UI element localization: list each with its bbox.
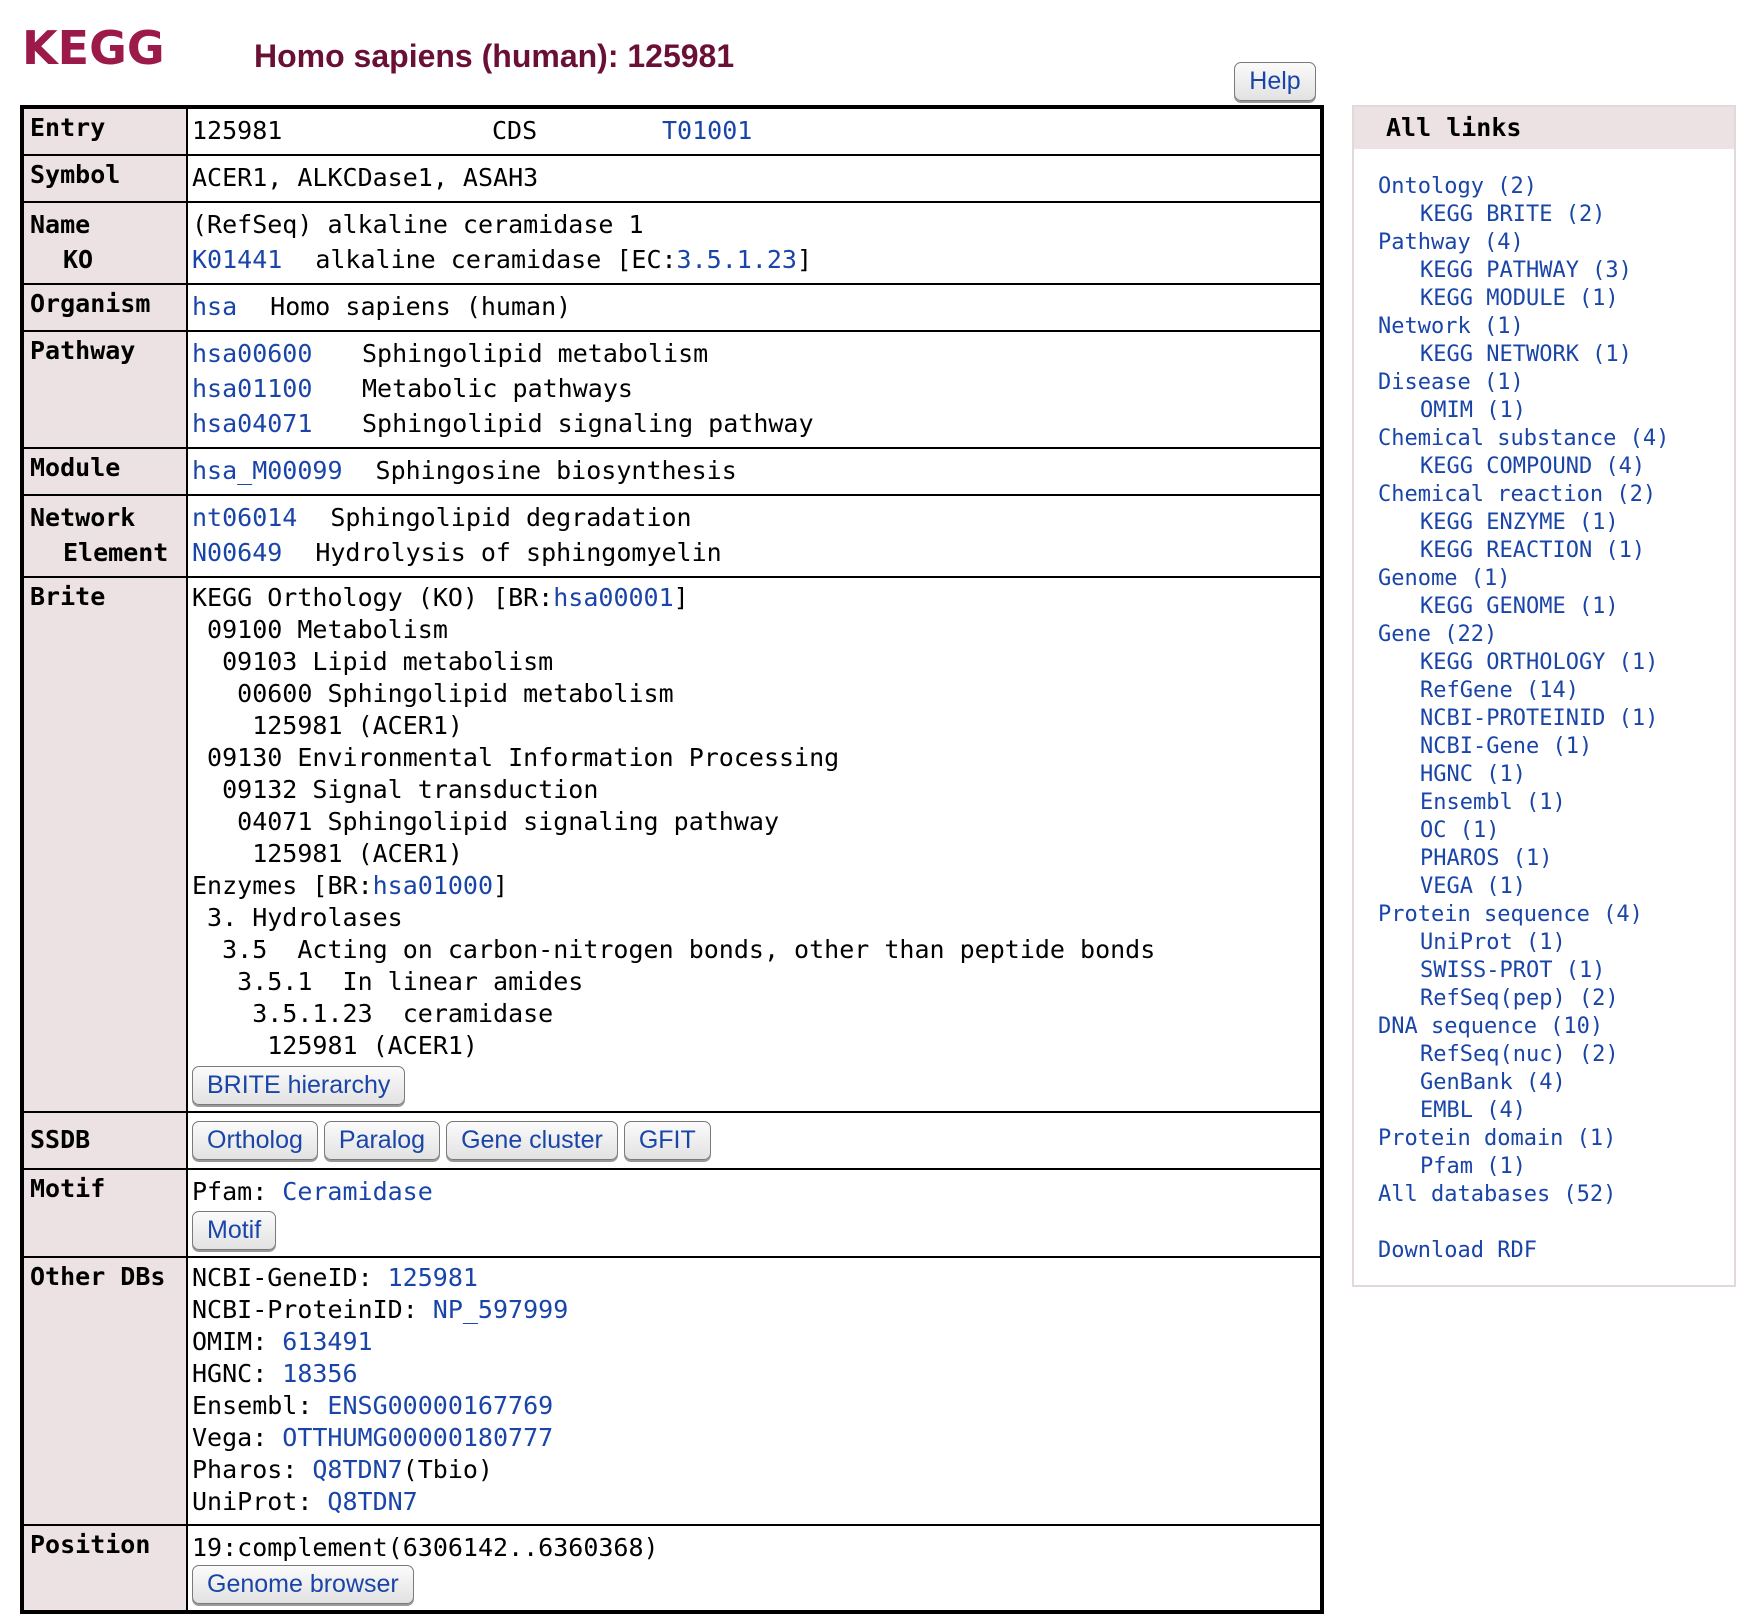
pathway-name: Sphingolipid signaling pathway — [362, 409, 814, 438]
sidebar-item — [1378, 313, 1734, 341]
sidebar-item — [1378, 873, 1734, 901]
all-links-panel — [1352, 105, 1736, 1287]
sidebar-sublink[interactable]: NCBI-PROTEINID (1) — [1420, 706, 1659, 731]
download-rdf-link[interactable]: Download RDF — [1378, 1238, 1537, 1263]
sidebar-sublink[interactable]: UniProt (1) — [1420, 930, 1566, 955]
all-links-list — [1354, 149, 1734, 1265]
db-link[interactable]: Q8TDN7 — [312, 1455, 403, 1484]
sidebar-item — [1378, 285, 1734, 313]
sidebar-sublink[interactable]: PHAROS (1) — [1420, 846, 1553, 871]
sidebar-sublink[interactable]: GenBank (4) — [1420, 1070, 1566, 1095]
sidebar-sublink[interactable]: NCBI-Gene (1) — [1420, 734, 1593, 759]
pathway-link[interactable]: hsa01100 — [192, 374, 313, 403]
element-label: Element — [63, 538, 169, 567]
sidebar-sublink[interactable]: RefGene (14) — [1420, 678, 1579, 703]
ko-link[interactable]: K01441 — [192, 245, 283, 274]
db-key: OMIM: — [192, 1327, 268, 1356]
name-value: (RefSeq) alkaline ceramidase 1 — [192, 210, 644, 239]
brite-label: Brite — [22, 577, 187, 1112]
sidebar-link[interactable]: Chemical reaction (2) — [1378, 482, 1657, 507]
brite-line: 125981 (ACER1) — [192, 711, 463, 740]
sidebar-link[interactable]: Genome (1) — [1378, 566, 1511, 591]
sidebar-item — [1378, 481, 1734, 509]
row-motif — [22, 1169, 1322, 1257]
sidebar-item — [1378, 761, 1734, 789]
motif-button[interactable]: Motif — [192, 1211, 276, 1250]
name-label-cell — [22, 202, 187, 284]
row-brite — [22, 577, 1322, 1112]
motif-prefix: Pfam: — [192, 1177, 268, 1206]
sidebar-link[interactable]: Ontology (2) — [1378, 174, 1537, 199]
brite-line: 00600 Sphingolipid metabolism — [192, 679, 674, 708]
sidebar-link[interactable]: Protein sequence (4) — [1378, 902, 1643, 927]
element-name: Hydrolysis of sphingomyelin — [315, 538, 722, 567]
brite-ko-prefix: KEGG Orthology (KO) [BR: — [192, 583, 554, 612]
sidebar-item — [1378, 985, 1734, 1013]
brite-enz-link[interactable]: hsa01000 — [372, 871, 494, 900]
row-network — [22, 495, 1322, 577]
db-link[interactable]: NP_597999 — [432, 1295, 569, 1324]
sidebar-link[interactable]: Pathway (4) — [1378, 230, 1524, 255]
module-name: Sphingosine biosynthesis — [375, 456, 737, 485]
sidebar-item — [1378, 453, 1734, 481]
sidebar-item — [1378, 425, 1734, 453]
brite-line: 3.5 Acting on carbon-nitrogen bonds, other than peptide bonds — [192, 935, 1156, 964]
db-key: NCBI-GeneID: — [192, 1263, 373, 1292]
sidebar-sublink[interactable]: KEGG GENOME (1) — [1420, 594, 1619, 619]
sidebar-item — [1378, 621, 1734, 649]
all-links-title: All links — [1354, 107, 1734, 149]
row-ssdb — [22, 1112, 1322, 1169]
brite-line: 09130 Environmental Information Processing — [192, 743, 840, 772]
network-label-cell — [22, 495, 187, 577]
db-link[interactable]: OTTHUMG00000180777 — [282, 1423, 554, 1452]
pathway-name: Metabolic pathways — [362, 374, 633, 403]
ssdb-label: SSDB — [22, 1112, 187, 1169]
brite-ko-suffix: ] — [673, 583, 689, 612]
pfam-link[interactable]: Ceramidase — [282, 1177, 433, 1206]
sidebar-item — [1378, 537, 1734, 565]
name-label: Name — [30, 210, 91, 239]
help-button[interactable]: Help — [1234, 62, 1316, 101]
db-key: Vega: — [192, 1423, 268, 1452]
sidebar-sublink[interactable]: KEGG COMPOUND (4) — [1420, 454, 1646, 479]
sidebar-item — [1378, 929, 1734, 957]
sidebar-item — [1378, 733, 1734, 761]
download-rdf-item — [1378, 1237, 1734, 1265]
entry-value — [187, 107, 1322, 155]
sidebar-item — [1378, 565, 1734, 593]
sidebar-sublink[interactable]: KEGG REACTION (1) — [1420, 538, 1646, 563]
ko-label: KO — [63, 245, 94, 274]
sidebar-item — [1378, 1069, 1734, 1097]
sidebar-sublink[interactable]: KEGG ORTHOLOGY (1) — [1420, 650, 1659, 675]
sidebar-link[interactable]: Protein domain (1) — [1378, 1126, 1617, 1151]
sidebar-item — [1378, 1153, 1734, 1181]
sidebar-sublink[interactable]: KEGG ENZYME (1) — [1420, 510, 1619, 535]
motif-label: Motif — [22, 1169, 187, 1257]
db-extra: (Tbio) — [402, 1455, 493, 1484]
sidebar-item — [1378, 201, 1734, 229]
sidebar-link[interactable]: All databases (52) — [1378, 1182, 1617, 1207]
db-key: Pharos: — [192, 1455, 298, 1484]
brite-hierarchy-button[interactable]: BRITE hierarchy — [192, 1066, 405, 1105]
row-entry — [22, 107, 1322, 155]
sidebar-sublink[interactable]: KEGG BRITE (2) — [1420, 202, 1606, 227]
pathway-name: Sphingolipid metabolism — [362, 339, 709, 368]
sidebar-item — [1378, 901, 1734, 929]
sidebar-item — [1378, 341, 1734, 369]
sidebar-item — [1378, 1013, 1734, 1041]
sidebar-item — [1378, 257, 1734, 285]
kegg-logo-icon — [22, 20, 165, 104]
sidebar-sublink[interactable]: OMIM (1) — [1420, 398, 1526, 423]
sidebar-link[interactable]: DNA sequence (10) — [1378, 1014, 1604, 1039]
genome-browser-button[interactable]: Genome browser — [192, 1565, 414, 1604]
db-link[interactable]: 18356 — [282, 1359, 358, 1388]
organism-label: Organism — [22, 284, 187, 331]
kegg-logo[interactable] — [22, 20, 165, 104]
sidebar-sublink[interactable]: VEGA (1) — [1420, 874, 1526, 899]
sidebar-item — [1378, 957, 1734, 985]
brite-line: 04071 Sphingolipid signaling pathway — [192, 807, 779, 836]
sidebar-item — [1378, 649, 1734, 677]
sidebar-sublink[interactable]: OC (1) — [1420, 818, 1500, 843]
entry-id: 125981 — [192, 116, 283, 145]
row-name — [22, 202, 1322, 284]
db-link[interactable]: ENSG00000167769 — [327, 1391, 554, 1420]
entry-table — [20, 105, 1324, 1614]
sidebar-link[interactable]: Chemical substance (4) — [1378, 426, 1670, 451]
pathway-link[interactable]: hsa04071 — [192, 409, 313, 438]
sidebar-item — [1378, 1125, 1734, 1153]
sidebar-sublink[interactable]: KEGG MODULE (1) — [1420, 286, 1619, 311]
sidebar-item — [1378, 229, 1734, 257]
brite-enz-prefix: Enzymes [BR: — [192, 871, 373, 900]
sidebar-sublink[interactable]: RefSeq(pep) (2) — [1420, 986, 1619, 1011]
row-symbol — [22, 155, 1322, 202]
sidebar-sublink[interactable]: SWISS-PROT (1) — [1420, 958, 1606, 983]
row-module — [22, 448, 1322, 495]
module-label: Module — [22, 448, 187, 495]
organism-link[interactable]: hsa — [192, 292, 238, 321]
module-link[interactable]: hsa_M00099 — [192, 456, 343, 485]
sidebar-item — [1378, 789, 1734, 817]
sidebar-sublink[interactable]: Pfam (1) — [1420, 1154, 1526, 1179]
network-name: Sphingolipid degradation — [330, 503, 692, 532]
brite-line: 09100 Metabolism — [192, 615, 448, 644]
db-link[interactable]: Q8TDN7 — [327, 1487, 418, 1516]
sidebar-item — [1378, 1181, 1734, 1209]
network-label: Network — [30, 503, 136, 532]
sidebar-sublink[interactable]: KEGG NETWORK (1) — [1420, 342, 1632, 367]
sidebar-item — [1378, 397, 1734, 425]
db-key: Ensembl: — [192, 1391, 313, 1420]
other-dbs-label: Other DBs — [22, 1257, 187, 1525]
row-position — [22, 1525, 1322, 1612]
page-title: Homo sapiens (human): 125981 — [254, 38, 735, 74]
sidebar-sublink[interactable]: EMBL (4) — [1420, 1098, 1526, 1123]
db-key: HGNC: — [192, 1359, 268, 1388]
symbol-value: ACER1, ALKCDase1, ASAH3 — [192, 163, 539, 192]
sidebar-item — [1378, 1097, 1734, 1125]
symbol-label: Symbol — [22, 155, 187, 202]
pathway-link[interactable]: hsa00600 — [192, 339, 313, 368]
organism-name: Homo sapiens (human) — [270, 292, 572, 321]
db-key: NCBI-ProteinID: — [192, 1295, 418, 1324]
network-link[interactable]: nt06014 — [192, 503, 298, 532]
sidebar-link[interactable]: Gene (22) — [1378, 622, 1498, 647]
brite-enz-suffix: ] — [493, 871, 509, 900]
ko-desc: alkaline ceramidase [EC: — [315, 245, 677, 274]
sidebar-item — [1378, 677, 1734, 705]
sidebar-item — [1378, 845, 1734, 873]
db-key: UniProt: — [192, 1487, 313, 1516]
gfit-button[interactable]: GFIT — [624, 1121, 711, 1160]
sidebar-sublink[interactable]: HGNC (1) — [1420, 762, 1526, 787]
sidebar-item — [1378, 369, 1734, 397]
paralog-button[interactable]: Paralog — [324, 1121, 440, 1160]
ko-close: ] — [796, 245, 813, 274]
sidebar-item — [1378, 817, 1734, 845]
ec-link[interactable]: 3.5.1.23 — [676, 245, 797, 274]
row-other-dbs — [22, 1257, 1322, 1525]
sidebar-sublink[interactable]: Ensembl (1) — [1420, 790, 1566, 815]
db-link[interactable]: 125981 — [387, 1263, 478, 1292]
sidebar-item — [1378, 705, 1734, 733]
entry-label: Entry — [22, 107, 187, 155]
brite-line: 3. Hydrolases — [192, 903, 403, 932]
row-organism — [22, 284, 1322, 331]
element-link[interactable]: N00649 — [192, 538, 283, 567]
brite-line: 125981 (ACER1) — [192, 1031, 478, 1060]
sidebar-item — [1378, 509, 1734, 537]
entry-type: CDS — [492, 116, 538, 145]
sidebar-sublink[interactable]: RefSeq(nuc) (2) — [1420, 1042, 1619, 1067]
brite-line: 3.5.1 In linear amides — [192, 967, 584, 996]
sidebar-item — [1378, 593, 1734, 621]
sidebar-sublink[interactable]: KEGG PATHWAY (3) — [1420, 258, 1632, 283]
pathway-label: Pathway — [22, 331, 187, 448]
position-label: Position — [22, 1525, 187, 1612]
sidebar-item — [1378, 173, 1734, 201]
row-pathway — [22, 331, 1322, 448]
brite-line: 3.5.1.23 ceramidase — [192, 999, 554, 1028]
sidebar-item — [1378, 1041, 1734, 1069]
ortholog-button[interactable]: Ortholog — [192, 1121, 318, 1160]
brite-line: 125981 (ACER1) — [192, 839, 463, 868]
logo-text: KEGG — [22, 21, 165, 75]
brite-ko-link[interactable]: hsa00001 — [553, 583, 674, 612]
position-value: 19:complement(6306142..6360368) — [192, 1533, 659, 1562]
brite-line: 09132 Signal transduction — [192, 775, 599, 804]
db-link[interactable]: 613491 — [282, 1327, 373, 1356]
sidebar-link[interactable]: Network (1) — [1378, 314, 1524, 339]
brite-line: 09103 Lipid metabolism — [192, 647, 554, 676]
genome-link[interactable]: T01001 — [662, 116, 753, 145]
gene-cluster-button[interactable]: Gene cluster — [446, 1121, 618, 1160]
sidebar-link[interactable]: Disease (1) — [1378, 370, 1524, 395]
